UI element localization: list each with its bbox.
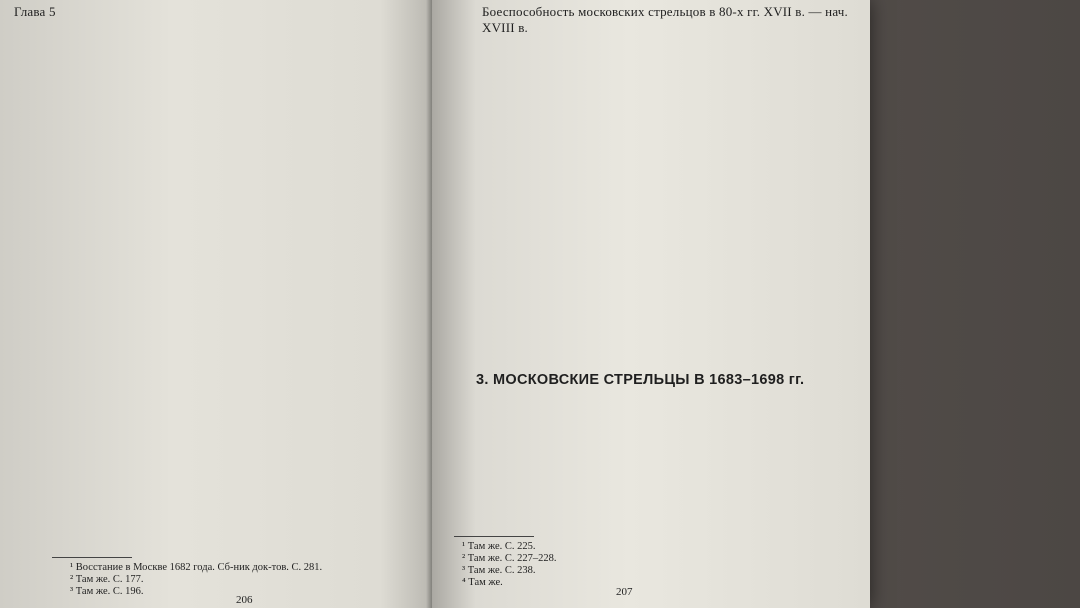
right-footnotes <box>462 541 557 589</box>
footnote: ³ Там же. С. 196. <box>70 586 144 597</box>
left-footnotes <box>70 562 322 598</box>
footnote: ⁴ Там же. <box>462 577 503 588</box>
running-head-left: Глава 5 <box>14 4 56 19</box>
footnote: ³ Там же. С. 238. <box>462 565 536 576</box>
running-head-right: Боеспособность московских стрельцов в 80-х гг. XVII в. — нач. XVIII в. <box>482 4 848 35</box>
footnote: ¹ Восстание в Москве 1682 года. Сб-ник док-тов. С. 281. <box>70 562 323 573</box>
section-heading: 3. МОСКОВСКИЕ СТРЕЛЬЦЫ В 1683–1698 гг. <box>476 372 805 388</box>
page-number-right: 207 <box>616 586 633 598</box>
right-page <box>432 0 870 608</box>
footnote: ¹ Там же. С. 225. <box>462 541 536 552</box>
footnote-rule <box>52 557 132 558</box>
page-number-left: 206 <box>236 594 253 606</box>
footnote: ² Там же. С. 177. <box>70 574 144 585</box>
footnote: ² Там же. С. 227–228. <box>462 553 557 564</box>
left-page <box>0 0 432 608</box>
footnote-rule <box>454 536 534 537</box>
